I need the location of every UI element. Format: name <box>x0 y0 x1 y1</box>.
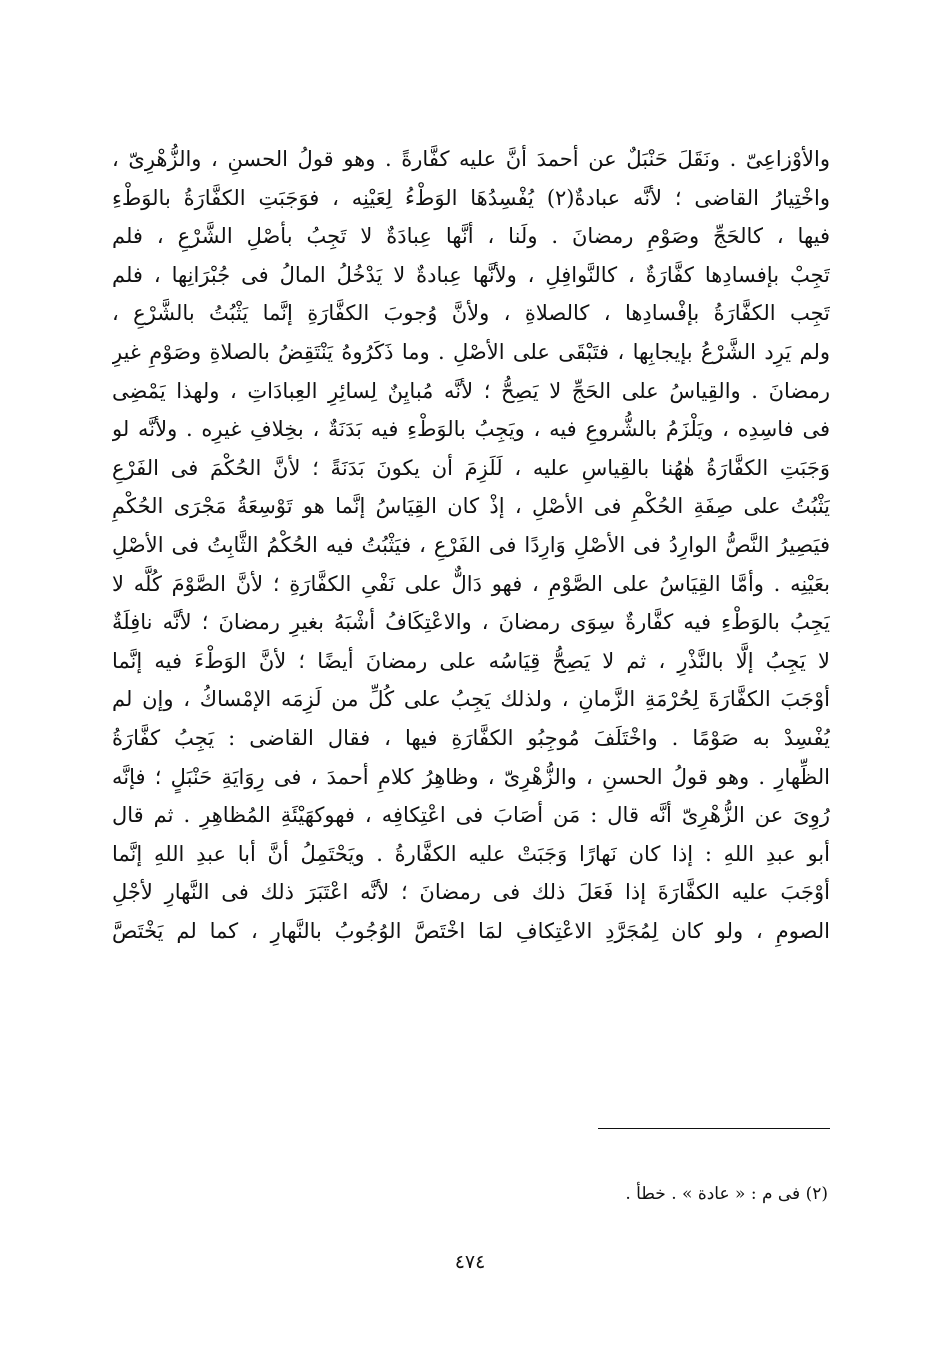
text-line: أوْجَبَ الكفَّارَةَ لِحُرْمَةِ الزَّمانِ ، ولذلك يَجِبُ على كُلِّ من لَزِمَه الإمْساكُ ، وإن لم <box>112 687 830 712</box>
text-line: تَجِب الكفَّارَةُ بإفْسادِها ، كالصلاةِ ، ولأنَّ وُجوبَ الكفَّارَةِ إنَّما يَثْبُتُ بالشَّرْعِ ، <box>112 301 830 326</box>
text-line: فيَصِيرُ النَّصُّ الوارِدُ فى الأصْلِ وَارِدًا فى الفَرْعِ ، فيَثْبُتُ فيه الحُكْمُ الثَّابِتُ فى الأصْلِ <box>112 532 830 557</box>
text-line: فى فاسِدِه ، ويَلْزَمُ بالشُّروعِ فيه ، ويَجِبُ بالوَطْءِ فيه بَدَنَةٌ ، بخِلافِ غيرِه . ولأنَّه لو <box>112 417 830 442</box>
footnote-divider <box>598 1128 830 1129</box>
page-number: ٤٧٤ <box>454 1251 486 1273</box>
text-line: بعَيْنِه . وأمَّا القِيَاسُ على الصَّوْمِ ، فهو دَالٌّ على نَفْىِ الكفَّارَةِ ؛ لأنَّ الصَّوْمَ كُلَّه لا <box>112 571 830 596</box>
text-line: ولم يَرِد الشَّرْعُ بإيجابِها ، فتَبْقَى على الأصْلِ . وما ذَكَرُوهُ يَنْتَقِضُ بالصلاةِ وصَوْمِ غيرِ <box>112 339 830 364</box>
text-line: رُوِىَ عن الزُّهْرِىّ أنَّه قال : مَن أصَابَ فى اعْتِكافِه ، فهوكهَيْئَةِ المُظاهِرِ . ثم قال <box>112 803 830 828</box>
text-line: يَجِبُ بالوَطْءِ فيه كفَّارةٌ سِوَى رمضانَ ، والاعْتِكَافُ أشْبَهُ بغيرِ رمضانَ ؛ لأنَّه نافِلَةٌ <box>112 610 830 635</box>
text-line: يَثْبُتُ على صِفَةِ الحُكْمِ فى الأصْلِ ، إذْ كان القِيَاسُ إنَّما هو تَوْسِعَةُ مَجْرَى الحُكْمِ <box>112 494 830 519</box>
text-line: الظِّهارِ . وهو قولُ الحسنِ ، والزُّهْرِىّ ، وظاهِرُ كلامِ أحمدَ ، فى رِوَايَةِ حَنْبَلٍ ؛ فإنَّه <box>112 764 830 789</box>
text-line: رمضانَ . والقِياسُ على الحَجِّ لا يَصِحُّ ؛ لأنَّه مُبايِنٌ لِسائِرِ العِبادَاتِ ، ولهذا يَمْضِى <box>112 378 830 403</box>
footnote: (٢) فى م : « عادة » . خطأ . <box>625 1184 828 1204</box>
text-line: لا يَجِبُ إلَّا بالنَّذْرِ ، ثم لا يَصِحُّ قِيَاسُه على رمضانَ أيضًا ؛ لأنَّ الوَطْءَ فيه إنَّما <box>112 648 830 673</box>
text-line: تَجِبْ بإفسادِها كفَّارَةٌ ، كالنَّوافِلِ ، ولأنَّها عِبادةٌ لا يَدْخُلُ المالُ فى جُبْرَانِها ، فلم <box>112 262 830 287</box>
text-line: والأوْزاعِىّ . ونَقَلَ حَنْبَلٌ عن أحمدَ أنَّ عليه كفَّارةً . وهو قولُ الحسنِ ، والزُّهْرِىّ ، <box>112 147 830 171</box>
text-line: أبو عبدِ اللهِ : إذا كان نَهارًا وَجَبَتْ عليه الكفَّارةُ . ويَحْتَمِلُ أنَّ أبا عبدِ اللهِ إنَّما <box>112 841 830 866</box>
text-line: أوْجَبَ عليه الكفَّارَةَ إذا فَعَلَ ذلك فى رمضانَ ؛ لأنَّه اعْتَبَرَ ذلك فى النَّهارِ لأجْلِ <box>112 880 830 905</box>
text-line: الصومِ ، ولو كان لِمُجَرَّدِ الاعْتِكافِ لمَا اخْتَصَّ الوُجُوبُ بالنَّهارِ ، كما لم يَخْتَصَّ <box>112 918 830 943</box>
text-line: وَجَبَتِ الكفَّارَةُ هٰهُنا بالقِياسِ عليه ، لَلَزِمَ أن يكونَ بَدَنَةً ؛ لأنَّ الحُكْمَ فى الفَرْعِ <box>112 455 830 480</box>
text-line: يُفْسِدْ به صَوْمًا . واخْتَلَفَ مُوجِبُو الكفَّارَةِ فيها ، فقال القاضى : يَجِبُ كفَّارَةُ <box>112 725 830 750</box>
body-text <box>112 140 830 950</box>
text-line: واخْتِيارُ القاضى ؛ لأنَّه عبادةٌ(٢) يُفْسِدُهَا الوَطْءُ لِعَيْنِه ، فوَجَبَتِ الكفَّارَةُ بالوَطْءِ <box>112 185 830 210</box>
text-line: فيها ، كالحَجِّ وصَوْمِ رمضانَ . ولَنا ، أنَّها عِبادَةٌ لا تَجِبُ بأصْلِ الشَّرْعِ ، فلم <box>112 224 830 249</box>
